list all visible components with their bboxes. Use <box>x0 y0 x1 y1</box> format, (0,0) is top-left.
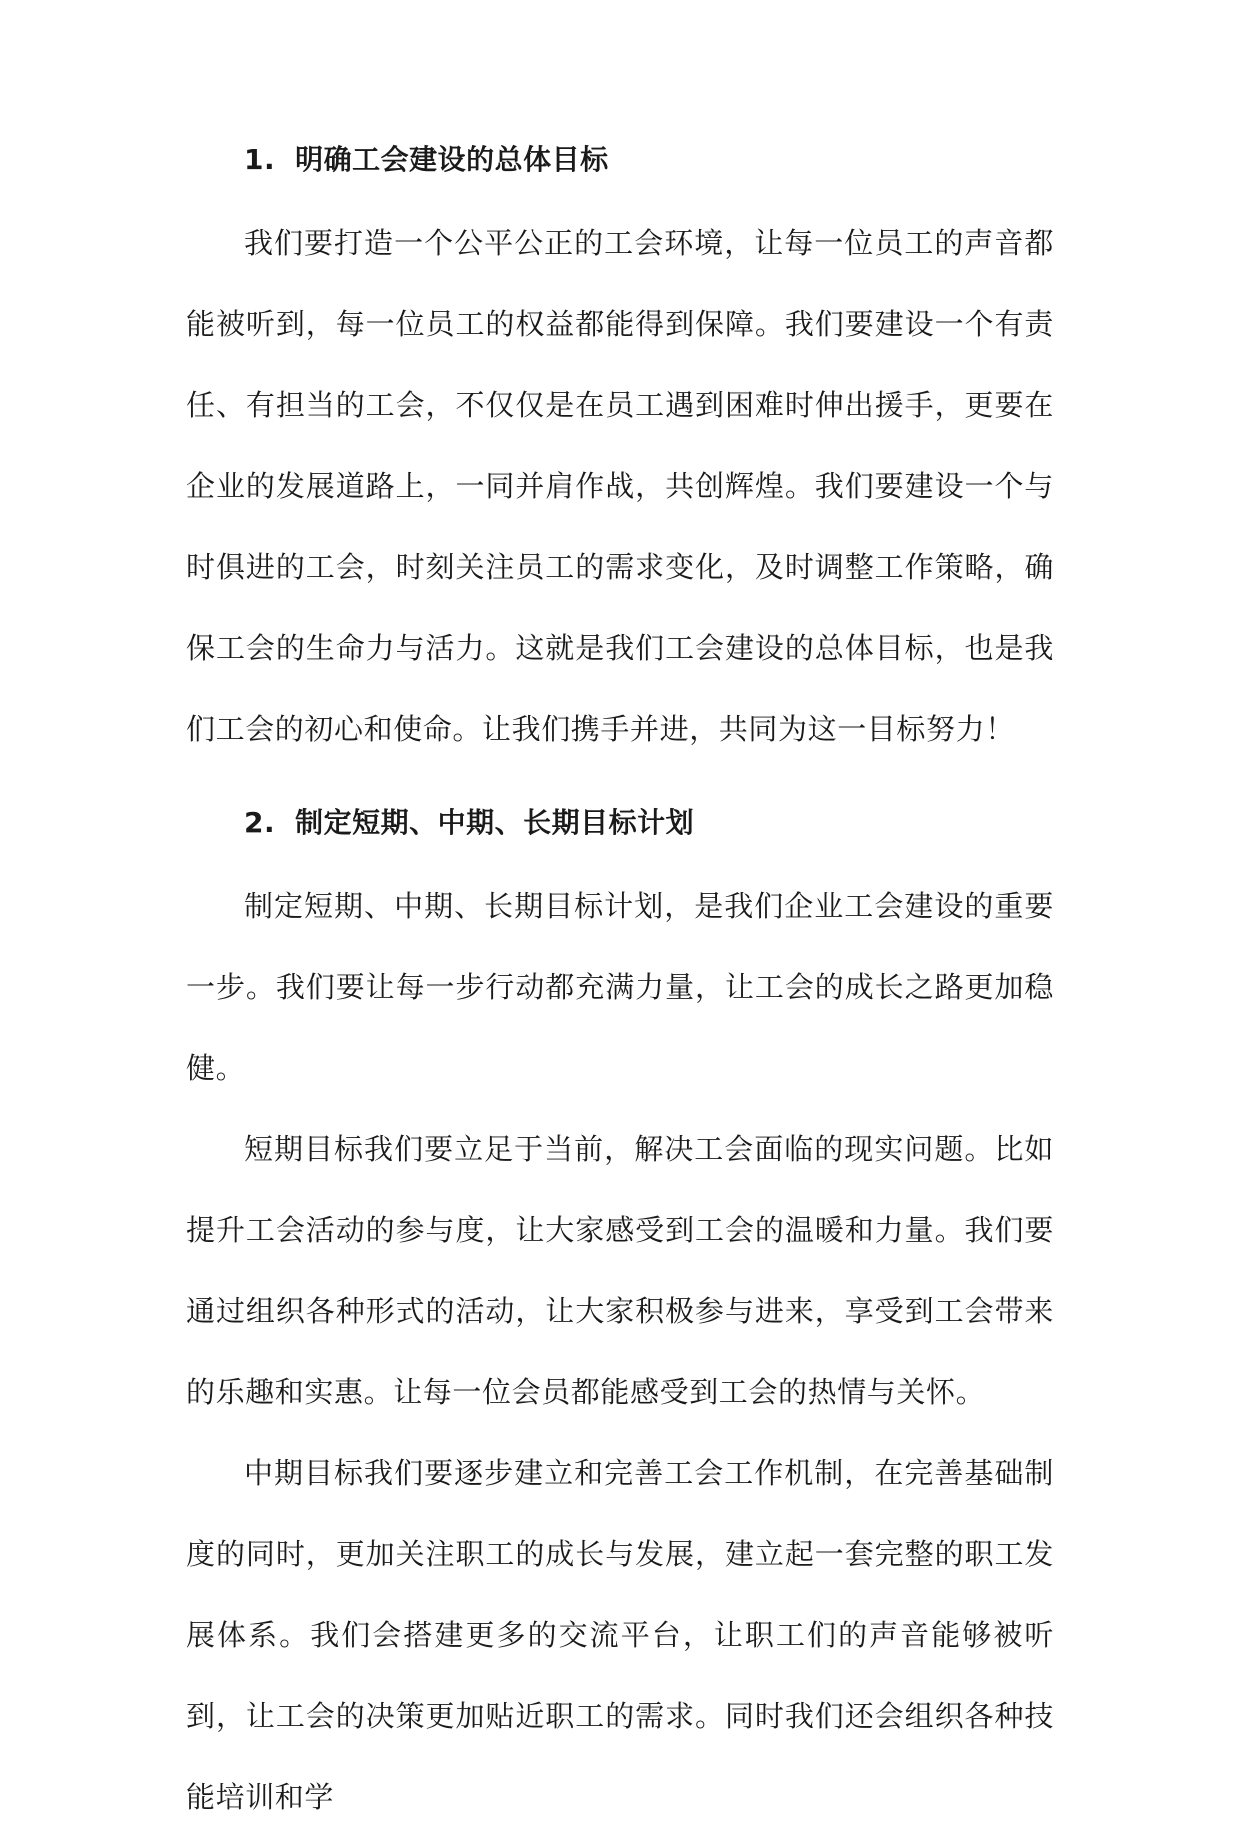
section-heading-1 <box>186 140 1054 180</box>
paragraph-2-2: 短期目标我们要立足于当前，解决工会面临的现实问题。比如提升工会活动的参与度，让大家感受到工会的温暖和力量。我们要通过组织各种形式的活动，让大家积极参与进来，享受到工会带来的乐趣和实惠。让每一位会员都能感受到工会的热情与关怀。 <box>186 1132 1054 1409</box>
section-number-2: 2. <box>244 806 276 839</box>
document-body <box>186 140 1054 1838</box>
paragraph-1-1: 我们要打造一个公平公正的工会环境，让每一位员工的声音都能被听到，每一位员工的权益都能得到保障。我们要建设一个有责任、有担当的工会，不仅仅是在员工遇到困难时伸出援手，更要在企业的发展道路上，一同并肩作战，共创辉煌。我们要建设一个与时俱进的工会，时刻关注员工的需求变化，及时调整工作策略，确保工会的生命力与活力。这就是我们工会建设的总体目标，也是我们工会的初心和使命。让我们携手并进，共同为这一目标努力！ <box>186 226 1054 746</box>
section-number-1: 1. <box>244 143 276 176</box>
section-title-1: 明确工会建设的总体目标 <box>295 143 609 176</box>
paragraph-2-3: 中期目标我们要逐步建立和完善工会工作机制，在完善基础制度的同时，更加关注职工的成长与发展，建立起一套完整的职工发展体系。我们会搭建更多的交流平台，让职工们的声音能够被听到，让工会的决策更加贴近职工的需求。同时我们还会组织各种技能培训和学 <box>186 1456 1054 1814</box>
section-title-2: 制定短期、中期、长期目标计划 <box>295 806 695 839</box>
section-heading-2 <box>186 803 1054 843</box>
paragraph-2-1: 制定短期、中期、长期目标计划，是我们企业工会建设的重要一步。我们要让每一步行动都充满力量，让工会的成长之路更加稳健。 <box>186 889 1054 1085</box>
